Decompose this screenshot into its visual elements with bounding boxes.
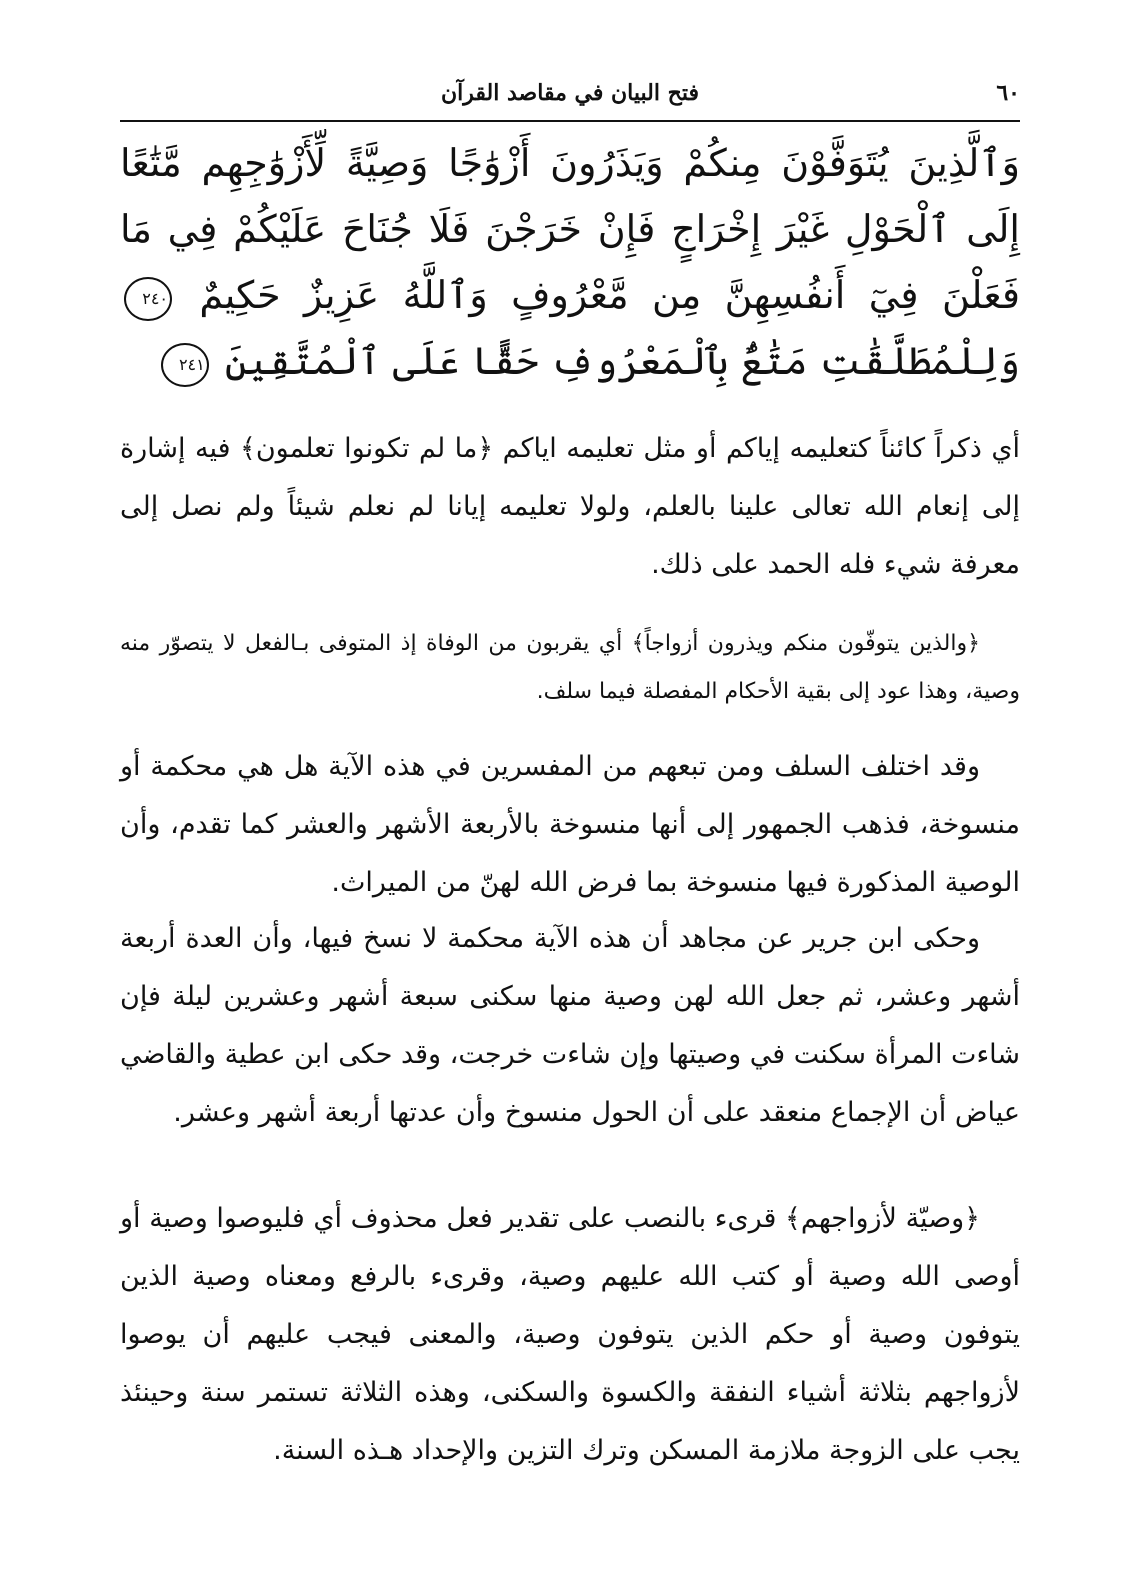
- header-rule: [120, 120, 1020, 122]
- paragraph-1: أي ذكراً كائناً كتعليمه إياكم أو مثل تعليمه اياكم ﴿ما لم تكونوا تعلمون﴾ فيه إشارة إلى إنعام الله تعالى علينا بالعلم، ولولا تعليمه إيانا لم نعلم شيئاً ولم نصل إلى معرفة شيء فله الحمد على ذلك.: [120, 433, 1020, 580]
- quran-verse-block: [120, 130, 1020, 394]
- paragraph-5: ﴿وصيّة لأزواجهم﴾ قرىء بالنصب على تقدير فعل محذوف أي فليوصوا وصية أو أوصى الله وصية أو كتب الله عليهم وصية، وقرىء بالرفع ومعناه وصية الذين يتوفون وصية أو حكم الذين يتوفون وصية، والمعنى فيجب عليهم أن يوصوا لأزواجهم بثلاثة أشياء النفقة والكسوة والسكنى، وهذه الثلاثة تستمر سنة وحينئذ يجب على الزوجة ملازمة المسكن وترك التزين والإحداد هـذه السنة.: [120, 1203, 1020, 1466]
- verse-text-240: وَٱلَّذِينَ يُتَوَفَّوْنَ مِنكُمْ وَيَذَرُونَ أَزْوَٰجًا وَصِيَّةً لِّأَزْوَٰجِهِم مَّتَٰعًا إِلَى ٱلْحَوْلِ غَيْرَ إِخْرَاجٍ فَإِنْ خَرَجْنَ فَلَا جُنَاحَ عَلَيْكُمْ فِي مَا فَعَلْنَ فِيٓ أَنفُسِهِنَّ مِن مَّعْرُوفٍ وَٱللَّهُ عَزِيزٌ حَكِيمٌ: [120, 141, 1020, 317]
- running-title: فتح البيان في مقاصد القرآن: [441, 80, 699, 106]
- verse-text-241: وَلِلْمُطَلَّقَٰتِ مَتَٰعٌۢ بِٱلْمَعْرُوفِ حَقًّا عَلَى ٱلْمُتَّقِينَ: [224, 339, 1020, 383]
- paragraph-4: وحكى ابن جرير عن مجاهد أن هذه الآية محكمة لا نسخ فيها، وأن العدة أربعة أشهر وعشر، ثم جعل الله لهن وصية منها سكنى سبعة أشهر وعشرين ليلة فإن شاءت المرأة سكنت في وصيتها وإن شاءت خرجت، وقد حكى ابن عطية والقاضي عياض أن الإجماع منعقد على أن الحول منسوخ وأن عدتها أربعة أشهر وعشر.: [120, 923, 1020, 1128]
- ayah-number-marker: ٢٤١: [161, 343, 209, 387]
- page-number: ٦٠: [996, 80, 1020, 106]
- page-header: [120, 80, 1020, 116]
- ayah-number-marker: ٢٤٠: [124, 277, 172, 321]
- paragraph-2: ﴿والذين يتوفّون منكم ويذرون أزواجاً﴾ أي يقربون من الوفاة إذ المتوفى بـالفعل لا يتصوّر منه وصية، وهذا عود إلى بقية الأحكام المفصلة فيما سلف.: [120, 631, 1020, 704]
- paragraph-3: وقد اختلف السلف ومن تبعهم من المفسرين في هذه الآية هل هي محكمة أو منسوخة، فذهب الجمهور إلى أنها منسوخة بالأربعة الأشهر والعشر كما تقدم، وأن الوصية المذكورة فيها منسوخة بما فرض الله لهنّ من الميراث.: [120, 751, 1020, 898]
